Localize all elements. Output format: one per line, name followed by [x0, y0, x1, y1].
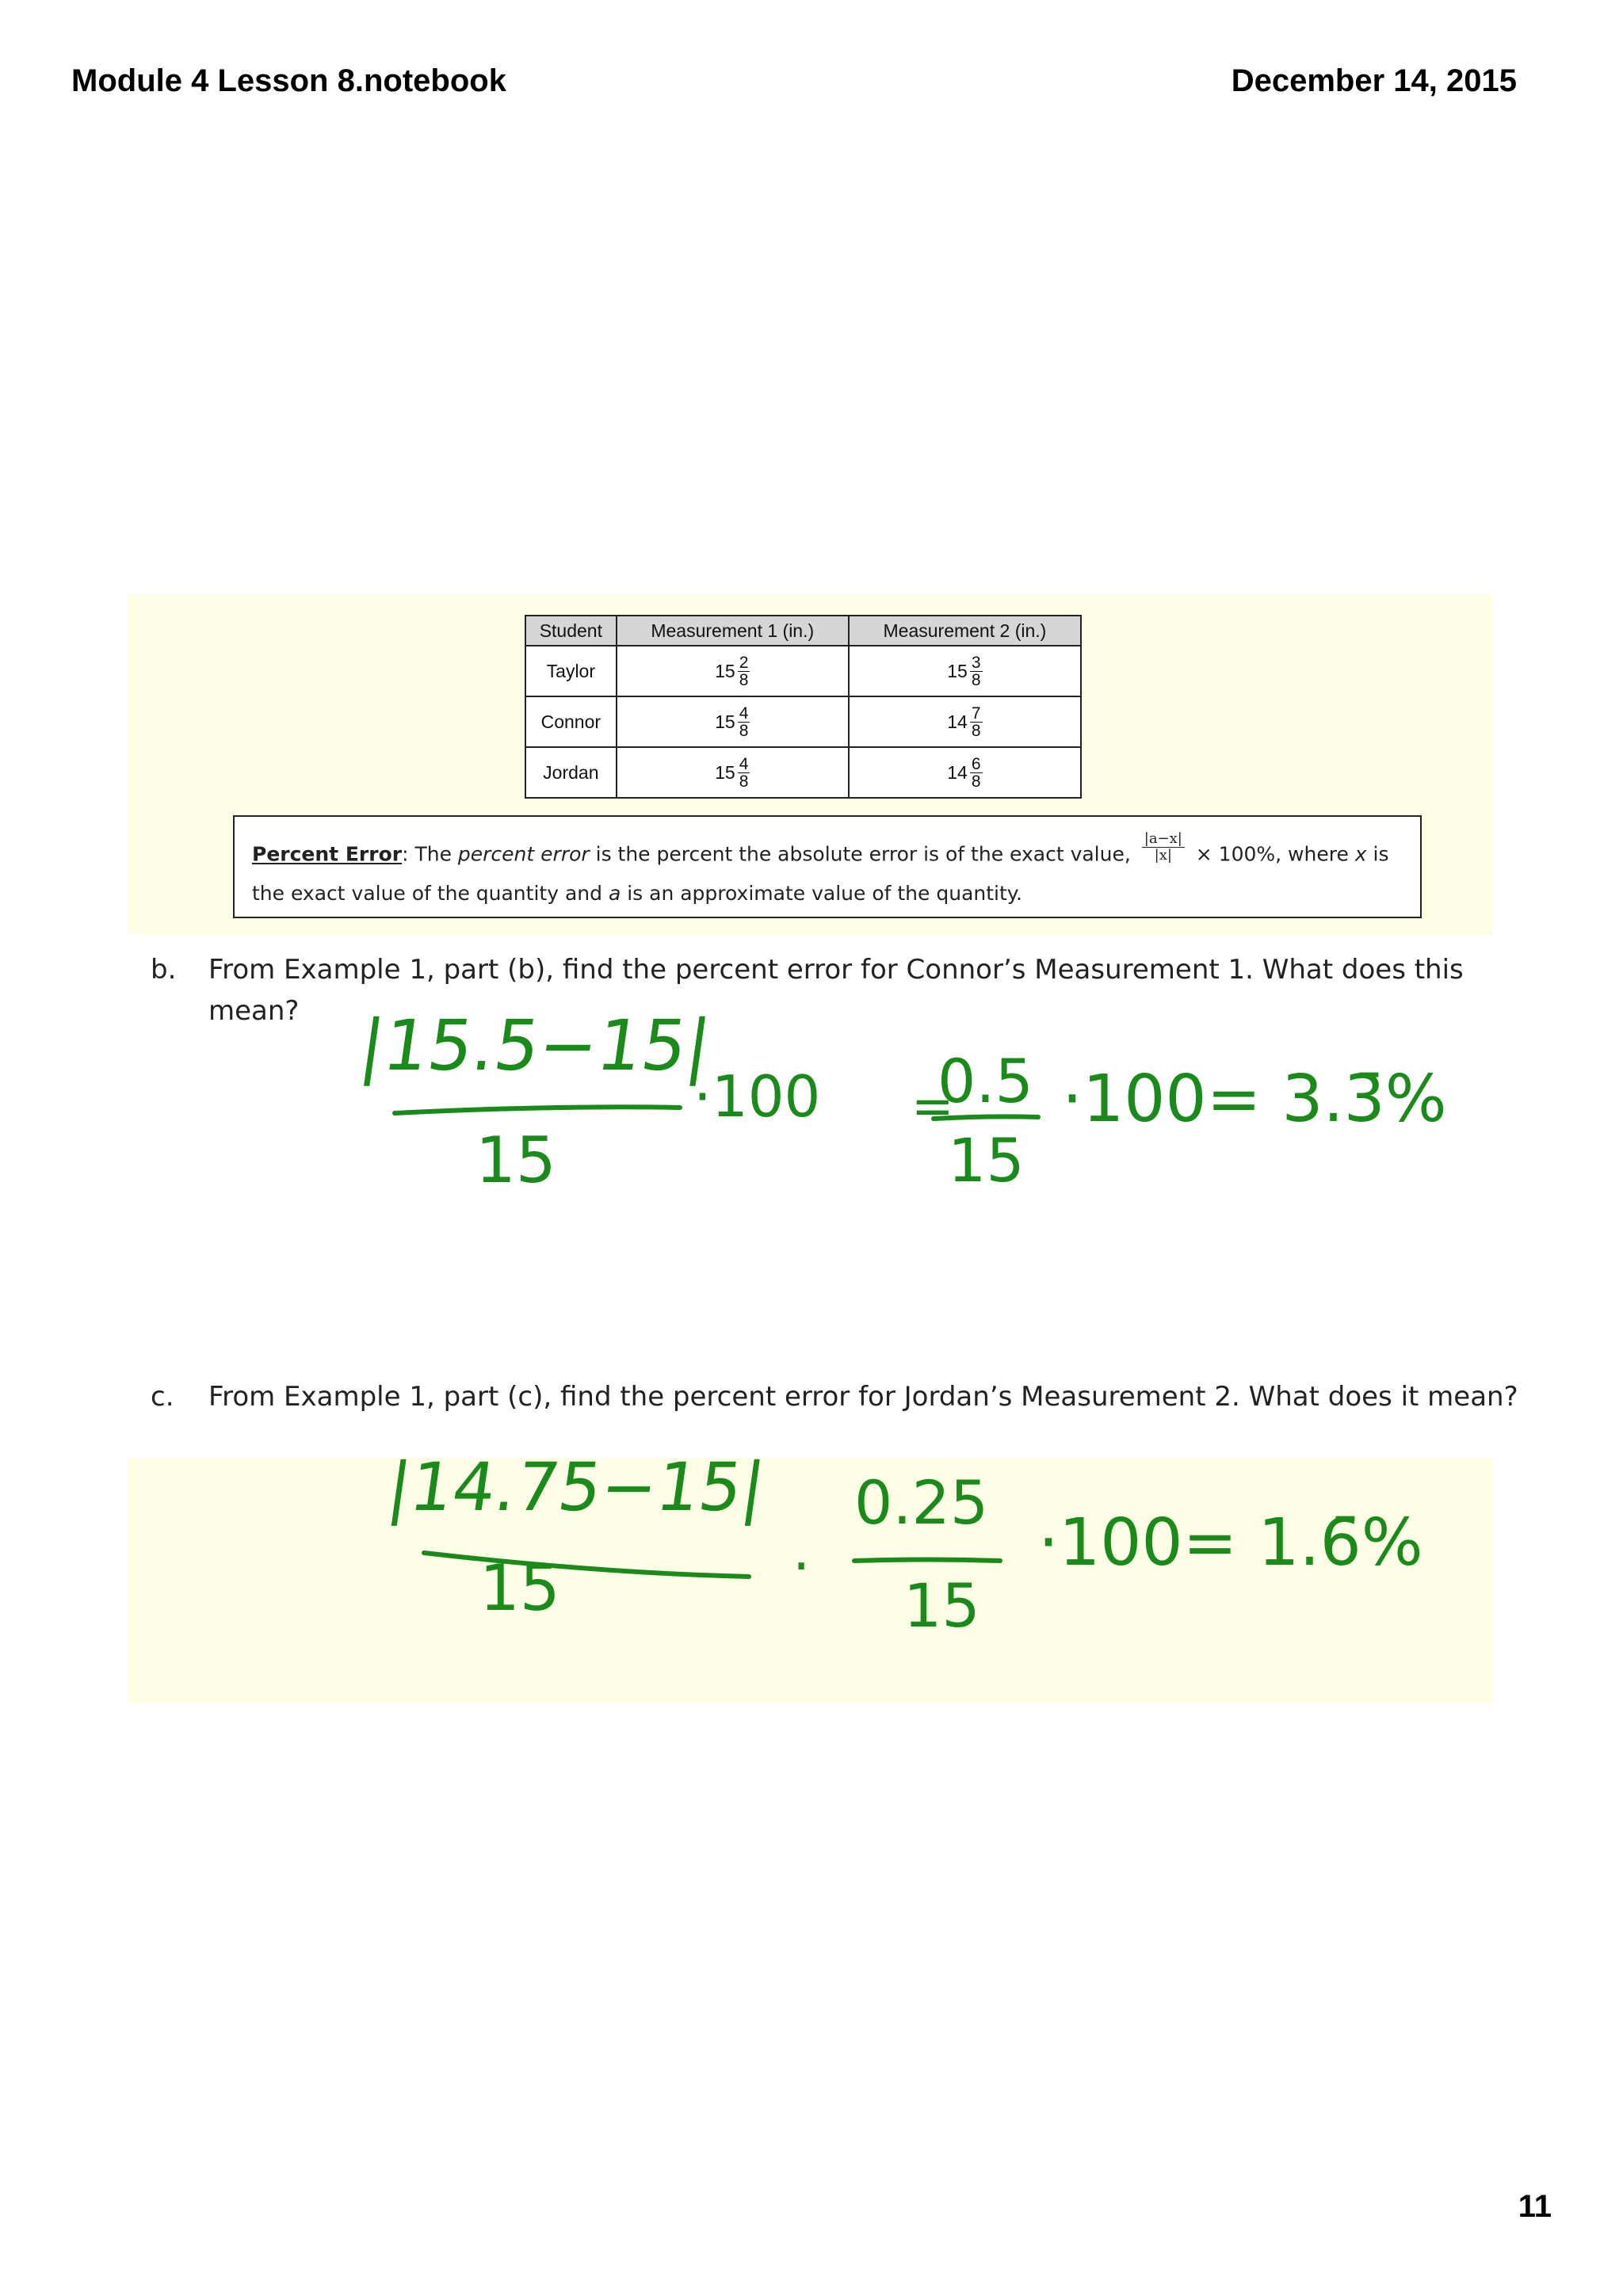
mixed-whole: 15	[715, 660, 735, 681]
handwritten-denominator-b: 15	[475, 1123, 556, 1197]
handwritten-times-100-b: ·100	[693, 1063, 821, 1130]
student-name: Taylor	[525, 646, 617, 696]
mixed-whole: 14	[947, 761, 968, 783]
definition-text: The	[408, 842, 458, 866]
document-date: December 14, 2015	[1231, 63, 1517, 98]
fraction-numerator: 6	[971, 754, 981, 773]
definition-text: is the percent the absolute error is of the exact value,	[589, 842, 1137, 866]
handwritten-fraction-den-b: 15	[948, 1125, 1025, 1196]
student-name: Connor	[525, 696, 617, 747]
handwritten-fraction-den-c: 15	[903, 1570, 980, 1641]
document-title: Module 4 Lesson 8.notebook	[71, 63, 506, 98]
handwritten-numerator-b: |15.5−15|	[354, 1005, 716, 1086]
fraction-denominator: 8	[971, 721, 981, 740]
fraction-denominator: 8	[739, 772, 749, 791]
definition-text: is	[1366, 842, 1389, 866]
definition-colon: :	[402, 842, 409, 866]
definition-emphasis: percent error	[457, 842, 590, 866]
fraction-denominator: 8	[971, 670, 981, 689]
question-c-label: c.	[151, 1381, 174, 1413]
definition-text: the exact value of the quantity and	[252, 882, 609, 905]
handwritten-result-c: ·100= 1.6̄%	[1038, 1505, 1423, 1581]
variable-x: x	[1354, 842, 1367, 866]
header-measurement-2: Measurement 2 (in.)	[849, 616, 1081, 646]
header-measurement-1: Measurement 1 (in.)	[617, 616, 849, 646]
mixed-whole: 15	[715, 761, 735, 783]
fraction-numerator: 2	[739, 653, 749, 672]
handwritten-equals-b: =	[911, 1077, 954, 1136]
fraction-numerator: 7	[971, 704, 981, 723]
fraction-bar-b-left	[395, 1107, 680, 1113]
mixed-whole: 15	[947, 660, 968, 681]
definition-term: Percent Error	[252, 842, 403, 866]
fraction-denominator: 8	[971, 772, 981, 791]
question-b-text-continued: mean?	[208, 995, 300, 1027]
fraction-numerator: 4	[739, 754, 749, 773]
student-name: Jordan	[525, 747, 617, 798]
mixed-whole: 14	[947, 711, 968, 732]
handwritten-fraction-num-b: 0.5	[938, 1046, 1033, 1116]
handwritten-numerator-c: |14.75−15|	[383, 1448, 770, 1526]
page-number: 11	[1518, 2189, 1552, 2224]
fraction-bar-b-right	[934, 1116, 1038, 1119]
fraction-bar-c-right	[854, 1560, 1000, 1562]
definition-text: is an approximate value of the quantity.	[621, 882, 1022, 905]
question-b-label: b.	[151, 954, 177, 986]
question-c-text: From Example 1, part (c), find the percent error for Jordan’s Measurement 2. What does it mean?	[208, 1381, 1518, 1413]
fraction-bar-c-left	[424, 1553, 749, 1577]
handwritten-denominator-c: 15	[479, 1551, 560, 1625]
handwritten-dot-c: ·	[792, 1534, 811, 1599]
fraction-denominator: 8	[739, 670, 749, 689]
definition-text: × 100%, where	[1189, 842, 1355, 866]
mixed-whole: 15	[715, 711, 735, 732]
fraction-denominator: 8	[739, 721, 749, 740]
fraction-numerator: 4	[739, 704, 749, 723]
handwritten-fraction-num-c: 0.25	[854, 1467, 989, 1538]
question-b-text: From Example 1, part (b), find the percent error for Connor’s Measurement 1. What does this	[208, 954, 1464, 986]
header-student: Student	[525, 616, 617, 646]
fraction-numerator: 3	[971, 653, 981, 672]
variable-a: a	[608, 882, 621, 905]
handwritten-result-b: ·100= 3.3̄%	[1062, 1062, 1447, 1137]
formula-numerator: |a−x|	[1142, 831, 1185, 848]
formula-denominator: |x|	[1154, 847, 1172, 864]
